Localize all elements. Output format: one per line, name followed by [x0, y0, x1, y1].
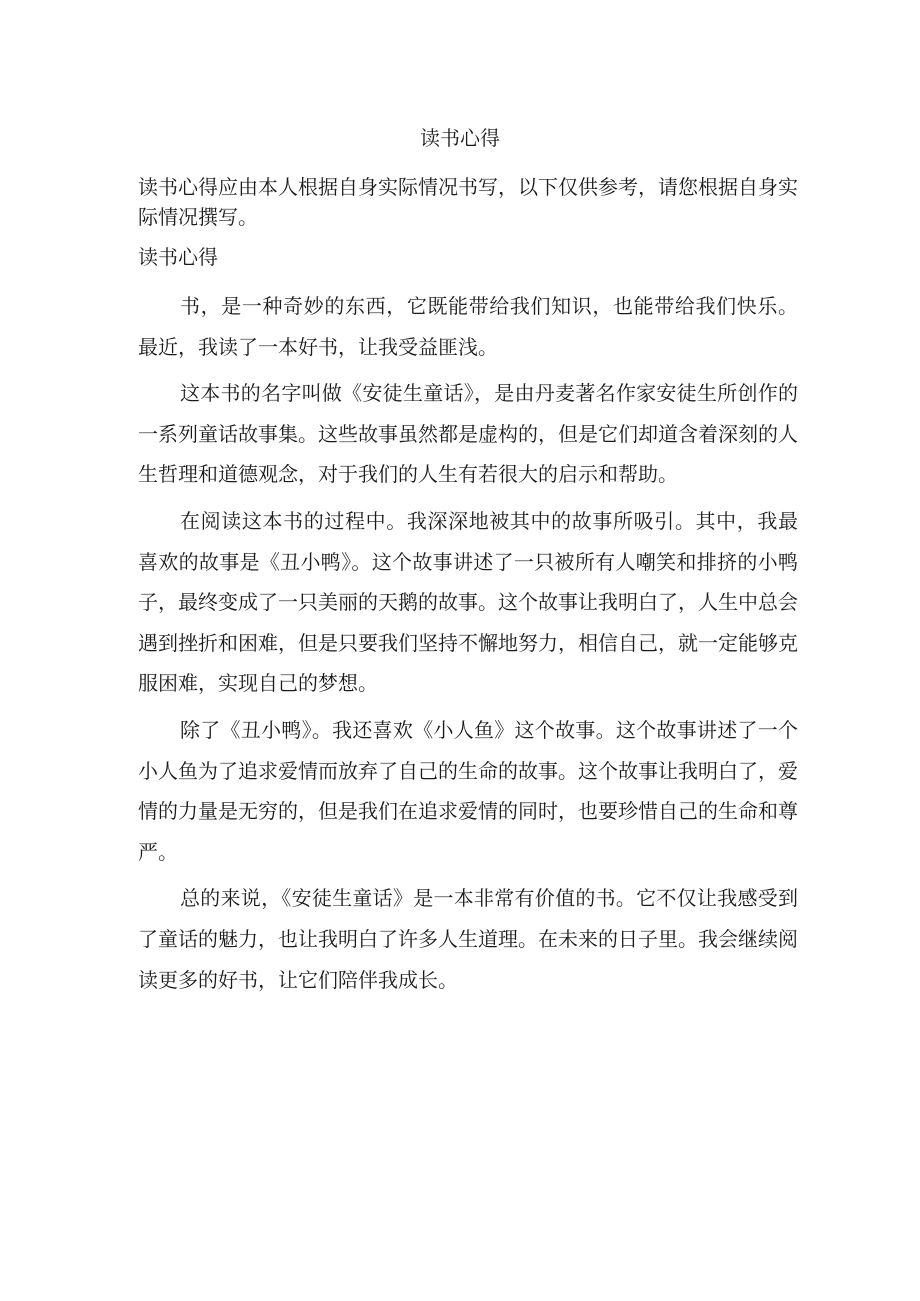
document-title: 读书心得: [420, 126, 500, 150]
paragraph-2: 这本书的名字叫做《安徒生童话》，是由丹麦著名作家安徒生所创作的一系列童话故事集。这些故事虽然都是虚构的，但是它们却道含着深刻的人生哲理和道德观念，对于我们的人生有若很大的启示和帮助。: [138, 381, 798, 487]
intro-note: 读书心得应由本人根据自身实际情况书写，以下仅供参考，请您根据自身实际情况撰写。: [138, 175, 798, 229]
essay-body: [138, 286, 798, 1006]
paragraph-4: 除了《丑小鸭》。我还喜欢《小人鱼》这个故事。这个故事讲述了一个小人鱼为了追求爱情而放弃了自己的生命的故事。这个故事让我明白了，爱情的力量是无穷的，但是我们在追求爱情的同时，也要珍惜自己的生命和尊严。: [138, 717, 798, 864]
paragraph-3: 在阅读这本书的过程中。我深深地被其中的故事所吸引。其中，我最喜欢的故事是《丑小鸭》。这个故事讲述了一只被所有人嘲笑和排挤的小鸭子，最终变成了一只美丽的天鹅的故事。这个故事让我明白了，人生中总会遇到挫折和困难，但是只要我们坚持不懈地努力，相信自己，就一定能够克服困难，实现自己的梦想。: [138, 508, 798, 696]
paragraph-1: 书，是一种奇妙的东西，它既能带给我们知识，也能带给我们快乐。最近，我读了一本好书，让我受益匪浅。: [138, 294, 798, 359]
paragraph-5: 总的来说，《安徒生童话》是一本非常有价值的书。它不仅让我感受到了童话的魅力，也让我明白了许多人生道理。在未来的日子里。我会继续阅读更多的好书，让它们陪伴我成长。: [138, 886, 798, 992]
section-subtitle: 读书心得: [138, 245, 218, 269]
